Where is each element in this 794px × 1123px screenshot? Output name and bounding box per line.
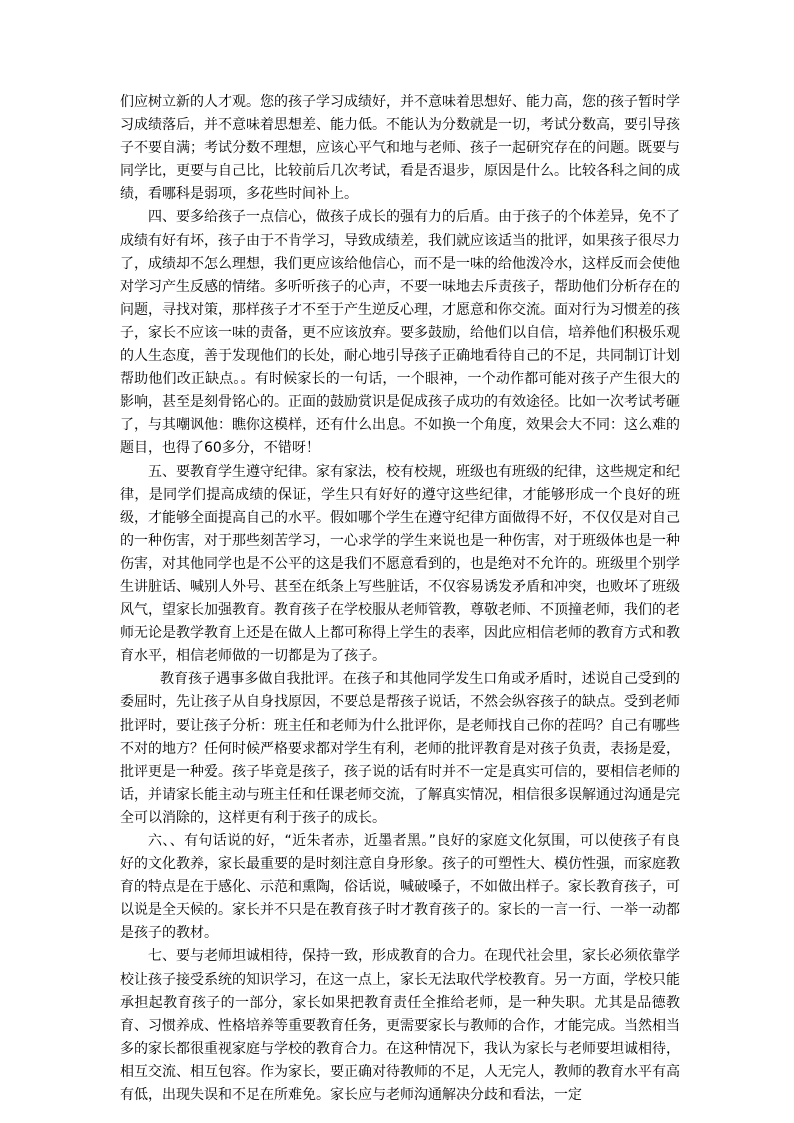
paragraph-talent-view: 们应树立新的人才观。您的孩子学习成绩好，并不意味着思想好、能力高，您的孩子暂时学习成绩落后，并不意味着思想差、能力低。不能认为分数就是一切，考试分数高，要引导孩子不要自满；考试分数不理想，应该心平气和地与老师、孩子一起研究存在的问题。既要与同学比，更要与自己比，比较前后几次考试，看是否退步，原因是什么。比较各科之间的成绩，看哪科是弱项，多花些时间补上。 [120, 94, 680, 203]
paragraph-section-five-discipline: 五、要教育学生遵守纪律。家有家法，校有校规，班级也有班级的纪律，这些规定和纪律，是同学们提高成绩的保证，学生只有好好的遵守这些纪律，才能够形成一个良好的班级，才能够全面提高自己的水平。假如哪个学生在遵守纪律方面做得不好，不仅仅是对自己的一种伤害，对于那些刻苦学习，一心求学的学生来说也是一种伤害，对于班级体也是一种伤害，对其他同学也是不公平的这是我们不愿意看到的，也是绝对不允许的。班级里个别学生讲脏话、喊别人外号、甚至在纸条上写些脏话，不仅容易诱发矛盾和冲突，也败坏了班级风气，望家长加强教育。教育孩子在学校服从老师管教，尊敬老师、不顶撞老师，我们的老师无论是教学教育上还是在做人上都可称得上学生的表率，因此应相信老师的教育方式和教育水平，相信老师做的一切都是为了孩子。 [120, 463, 680, 665]
paragraph-self-criticism: 教育孩子遇事多做自我批评。在孩子和其他同学发生口角或矛盾时，述说自己受到的委屈时，先让孩子从自身找原因，不要总是帮孩子说话，不然会纵容孩子的缺点。受到老师批评时，要让孩子分析：班主任和老师为什么批评你，是老师找自己你的茬吗？自己有哪些不对的地方？任何时候严格要求都对学生有利，老师的批评教育是对孩子负责，表扬是爱，批评更是一种爱。孩子毕竟是孩子，孩子说的话有时并不一定是真实可信的，要相信老师的话，并请家长能主动与班主任和任课老师交流，了解真实情况，相信很多误解通过沟通是完全可以消除的，这样更有利于孩子的成长。 [120, 671, 680, 826]
paragraph-section-six-family-culture: 六、、有句话说的好，“近朱者赤，近墨者黑。”良好的家庭文化氛围，可以使孩子有良好的文化教养，家长最重要的是时刻注意自身形象。孩子的可塑性大、模仿性强，而家庭教育的特点是在于感化、示范和熏陶，俗话说，喊破嗓子，不如做出样子。家长教育孩子，可以说是全天候的。家长并不只是在教育孩子时才教育孩子的。家长的一言一行、一举一动都是孩子的教材。 [120, 833, 680, 942]
document-page [120, 91, 680, 1107]
paragraph-section-seven-teacher-cooperation: 七、要与老师坦诚相待，保持一致，形成教育的合力。在现代社会里，家长必须依靠学校让孩子接受系统的知识学习，在这一点上，家长无法取代学校教育。另一方面，学校只能承担起教育孩子的一部分，家长如果把教育责任全推给老师，是一种失职。尤其是品德教育、习惯养成、性格培养等重要教育任务，更需要家长与教师的合作，才能完成。当然相当多的家长都很重视家庭与学校的教育合力。在这种情况下，我认为家长与老师要坦诚相待，相互交流、相互包容。作为家长，要正确对待教师的不足，人无完人，教师的教育水平有高有低，出现失误和不足在所难免。家长应与老师沟通解决分歧和看法，一定 [120, 948, 680, 1104]
paragraph-section-four-confidence: 四、要多给孩子一点信心，做孩子成长的强有力的后盾。由于孩子的个体差异，免不了成绩有好有坏，孩子由于不肯学习，导致成绩差，我们就应该适当的批评，如果孩子很尽力了，成绩却不怎么理想，我们更应该给他信心，而不是一味的给他泼冷水，这样反而会使他对学习产生反感的情绪。多听听孩子的心声，不要一味地去斥责孩子，帮助他们分析存在的问题，寻找对策，那样孩子才不至于产生逆反心理，才愿意和你交流。面对行为习惯差的孩子，家长不应该一味的责备，更不应该放弃。要多鼓励，给他们以自信，培养他们积极乐观的人生态度，善于发现他们的长处，耐心地引导孩子正确地看待自己的不足，共同制订计划帮助他们改正缺点。。有时候家长的一句话，一个眼神，一个动作都可能对孩子产生很大的影响，甚至是刻骨铭心的。正面的鼓励赏识是促成孩子成功的有效途径。比如一次考试考砸了，与其嘲讽他：瞧你这模样，还有什么出息。不如换一个角度，效果会大不同：这么难的题目，也得了60多分，不错呀！ [120, 209, 680, 457]
